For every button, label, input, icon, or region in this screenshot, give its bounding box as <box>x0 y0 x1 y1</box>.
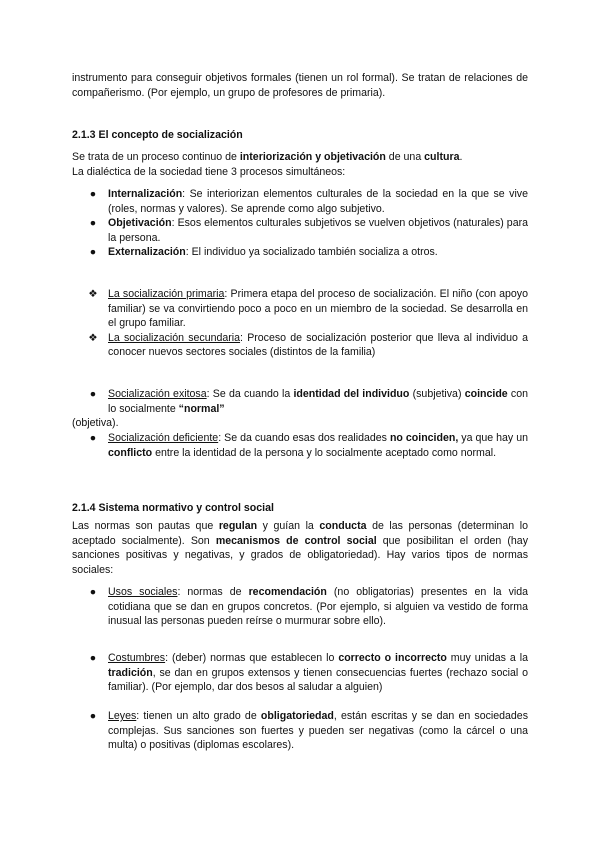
bold-run: no coinciden, <box>389 432 459 444</box>
text-run: , están escritas y se dan en sociedades complejas. Sus sanciones son fuertes y pueden ser negativas (como la cárcel o una multa) o positivas (diplomas escolares). <box>108 710 528 752</box>
text-run: : Se da cuando la <box>206 388 294 400</box>
intro-text: instrumento para conseguir objetivos formales (tienen un rol formal). Se tratan de relaciones de compañerismo. (Por ejemplo, un grupo de profesores de primaria). <box>72 72 528 99</box>
text-run: de las personas (determinan lo aceptado socialmente). Son <box>72 520 529 547</box>
list-term: Externalización <box>108 246 186 259</box>
text-run: (no obligatorias) presentes en la vida cotidiana que se dan en grupos concretos. (Por ejemplo, si alguien va vestido de forma inusual las personas pueden reírse o murmurar sobre ello). <box>108 586 528 628</box>
text-run: . <box>459 151 463 163</box>
socializacion-paragraph <box>72 150 528 179</box>
text-run: Se trata de un proceso continuo de <box>72 151 240 163</box>
diamond-bullet-icon: ❖ <box>88 288 98 300</box>
leyes-list <box>72 709 528 753</box>
bullet-icon: ● <box>89 188 97 200</box>
bullet-icon: ● <box>89 586 97 598</box>
bold-run: conducta <box>319 520 367 532</box>
bold-run: conflicto <box>108 446 153 459</box>
separator: : <box>171 217 178 230</box>
list-term: Internalización <box>108 188 183 200</box>
list-desc: Esos elementos culturales subjetivos se vuelven objetivos (naturales) para la persona. <box>108 217 529 244</box>
list-term: Usos sociales <box>108 586 178 598</box>
heading-sistema-normativo: 2.1.4 Sistema normativo y control social <box>72 502 274 514</box>
list-desc: Se interiorizan elementos culturales de la sociedad en la que se vive (roles, normas y valores). Se aprende como algo subjetivo. <box>108 188 528 215</box>
exitosa-continuation <box>72 416 528 431</box>
text-run: Las normas son pautas que <box>72 520 219 532</box>
text-run: : tienen un alto grado de <box>136 710 261 722</box>
separator: : <box>185 246 192 259</box>
separator: : <box>224 288 231 300</box>
bold-run: identidad del individuo <box>293 388 410 400</box>
normas-paragraph <box>72 519 528 577</box>
list-term: Socialización deficiente <box>108 432 219 444</box>
list-item-secundaria <box>72 331 528 360</box>
text-run: con lo socialmente <box>108 388 528 415</box>
usos-list <box>72 585 528 629</box>
text-run: entre la identidad de la persona y lo socialmente aceptado como normal. <box>152 446 497 459</box>
text-run: (objetiva). <box>72 417 119 429</box>
text-run: , se dan en grupos extensos y tienen consecuencias fuertes (rechazo social o familiar). (Por ejemplo, dar dos besos al saludar a alguien) <box>108 666 528 694</box>
list-term: Costumbres <box>108 652 166 664</box>
text-run: de una <box>385 151 425 163</box>
list-item-leyes <box>72 709 528 753</box>
bold-run: cultura <box>424 151 460 163</box>
bullet-icon: ● <box>89 217 97 230</box>
bullet-icon: ● <box>89 710 97 722</box>
list-desc: Primera etapa del proceso de socialización. El niño (con apoyo familiar) se va convirtiendo poco a poco en un miembro de la sociedad. Se desarrolla en el grupo familiar. <box>108 288 528 330</box>
list-desc: Proceso de socialización posterior que lleva al individuo a conocer nuevos sectores sociales (distintos de la familia) <box>108 331 529 359</box>
list-item-costumbres <box>72 651 528 695</box>
intro-paragraph <box>72 71 528 100</box>
text-run: La dialéctica de la sociedad tiene 3 procesos simultáneos: <box>72 165 346 178</box>
bullet-icon: ● <box>89 388 97 400</box>
heading-socializacion: 2.1.3 El concepto de socialización <box>72 129 243 141</box>
separator: : <box>182 188 190 200</box>
text-run: : Se da cuando esas dos realidades <box>218 432 390 444</box>
text-run: que posibilitan el orden (hay sanciones positivas y negativas, y grados de obligatoriedad). Hay varios tipos de normas sociales: <box>72 534 528 576</box>
list-term: La socialización primaria <box>108 288 225 300</box>
bold-run: coincide <box>464 388 508 400</box>
bold-run: regulan <box>218 520 258 532</box>
deficiente-list <box>72 431 528 460</box>
bullet-icon: ● <box>89 432 97 444</box>
bold-run: mecanismos de control social <box>215 534 377 547</box>
list-term: Socialización exitosa <box>108 388 207 400</box>
bold-run: correcto o incorrecto <box>338 652 447 664</box>
bullet-icon: ● <box>89 246 97 259</box>
socialization-types-list <box>72 287 528 360</box>
list-term: La socialización secundaria <box>108 331 241 344</box>
process-list <box>72 187 528 260</box>
text-run: (subjetiva) <box>409 388 465 400</box>
bold-run: obligatoriedad <box>260 710 334 722</box>
diamond-bullet-icon: ❖ <box>88 331 98 344</box>
text-run: ya que hay un <box>458 432 528 444</box>
list-item-deficiente <box>72 431 528 460</box>
list-item-exitosa <box>72 387 528 416</box>
text-run: : (deber) normas que establecen lo <box>165 652 339 664</box>
list-item-usos <box>72 585 528 629</box>
bullet-icon: ● <box>89 652 97 664</box>
bold-run: recomendación <box>248 586 327 598</box>
list-item-internalizacion <box>72 187 528 216</box>
text-run: : normas de <box>177 586 249 598</box>
text-run: y guían la <box>257 520 320 532</box>
list-item-externalizacion <box>72 245 528 260</box>
separator: : <box>240 331 248 344</box>
bold-run: interiorización y objetivación <box>239 151 386 163</box>
bold-run: tradición <box>108 666 153 679</box>
costumbres-list <box>72 651 528 695</box>
list-item-primaria <box>72 287 528 331</box>
list-desc: El individuo ya socializado también socializa a otros. <box>191 246 438 259</box>
list-term: Objetivación <box>108 217 172 230</box>
list-term: Leyes <box>108 710 137 722</box>
bold-run: “normal” <box>178 402 225 415</box>
exitosa-list <box>72 387 528 416</box>
text-run: muy unidas a la <box>446 652 528 664</box>
list-item-objetivacion <box>72 216 528 245</box>
